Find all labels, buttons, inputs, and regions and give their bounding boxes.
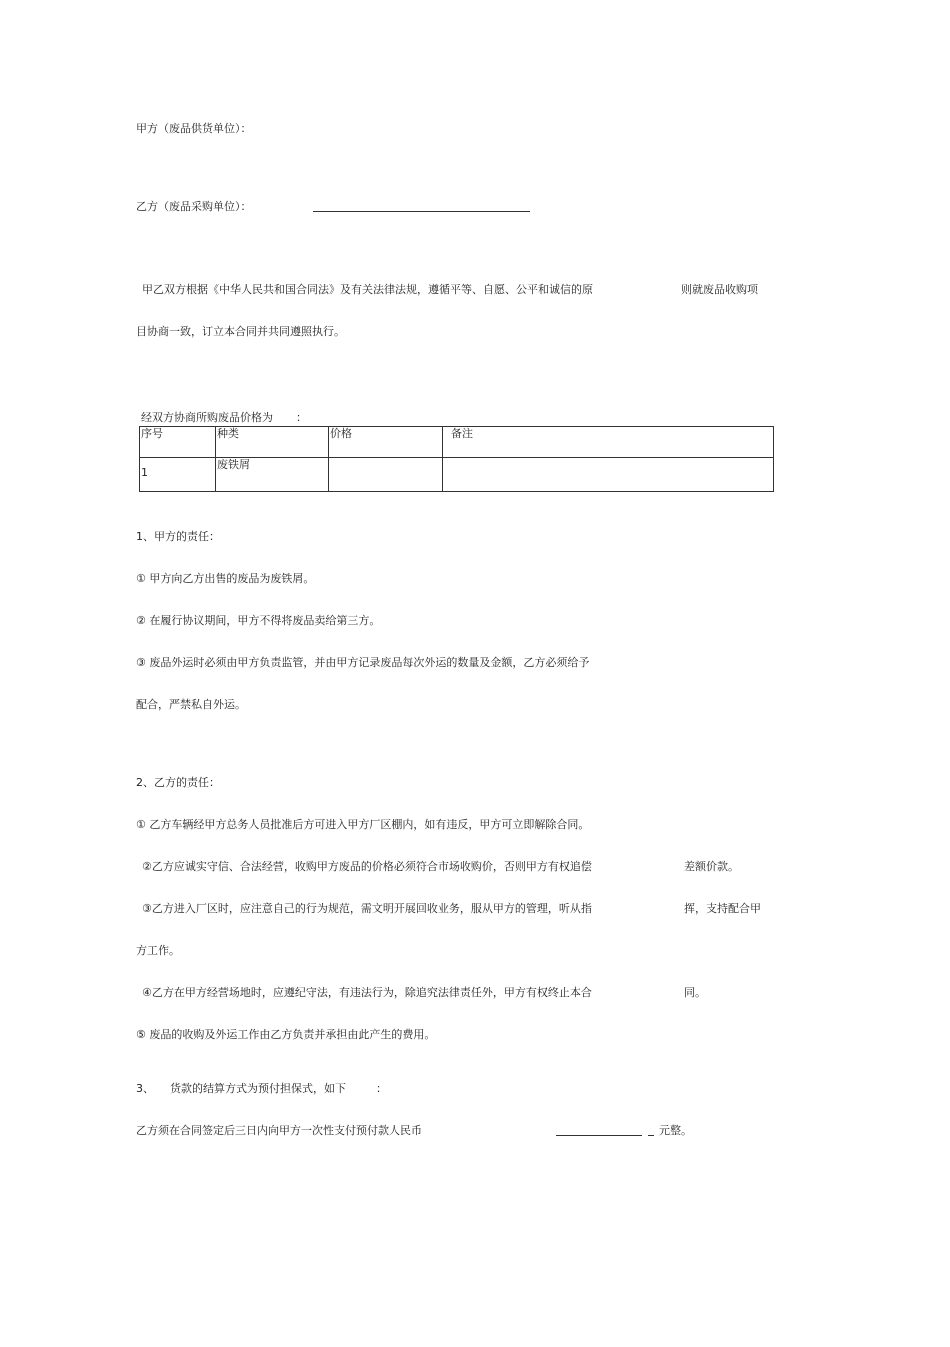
section-2-item: ②乙方应诚实守信、合法经营，收购甲方废品的价格必须符合市场收购价，否则甲方有权追偿	[142, 860, 592, 873]
table-cell: 1	[140, 458, 216, 492]
section-2-item-continuation: 方工作。	[136, 944, 180, 957]
section-2-item: ⑤ 废品的收购及外运工作由乙方负责并承担由此产生的费用。	[136, 1028, 436, 1041]
section-3-title: 货款的结算方式为预付担保式，如下	[170, 1082, 346, 1095]
price-table-caption-colon: ：	[296, 411, 307, 424]
section-1-item: ③ 废品外运时必须由甲方负责监管，并由甲方记录废品每次外运的数量及金额，乙方必须给予	[136, 656, 590, 669]
table-cell: 废铁屑	[216, 458, 329, 492]
section-2-item: ① 乙方车辆经甲方总务人员批准后方可进入甲方厂区棚内，如有违反，甲方可立即解除合同。	[136, 818, 590, 831]
table-cell[interactable]	[443, 458, 774, 492]
table-cell[interactable]	[329, 458, 443, 492]
table-header-cell: 价格	[329, 427, 443, 458]
section-2-item-tail: 挥，支持配合甲	[684, 902, 761, 915]
payment-amount-blank-line-short	[648, 1135, 654, 1136]
section-2-item-tail: 差额价款。	[684, 860, 739, 873]
party-b-blank-line[interactable]	[313, 211, 530, 212]
section-2-title: 2、乙方的责任：	[136, 776, 220, 789]
preamble-line-1: 甲乙双方根据《中华人民共和国合同法》及有关法律法规，遵循平等、自愿、公平和诚信的原	[142, 283, 593, 296]
section-1-item: ① 甲方向乙方出售的废品为废铁屑。	[136, 572, 315, 585]
payment-clause: 乙方须在合同签定后三日内向甲方一次性支付预付款人民币	[136, 1124, 422, 1137]
party-b-label: 乙方（废品采购单位）：	[136, 200, 252, 213]
section-3-title-colon: ：	[376, 1082, 387, 1095]
price-table-caption: 经双方协商所购废品价格为	[141, 411, 273, 424]
price-table	[139, 426, 774, 492]
preamble-line-1-tail: 则就废品收购项	[681, 283, 758, 296]
payment-unit: 元整。	[659, 1124, 692, 1137]
payment-amount-blank-line[interactable]	[556, 1135, 642, 1136]
section-3-number: 3、	[136, 1082, 154, 1095]
table-header-row	[140, 427, 774, 458]
section-1-title: 1、甲方的责任：	[136, 530, 220, 543]
table-header-cell: 备注	[443, 427, 774, 458]
section-2-item: ④乙方在甲方经营场地时，应遵纪守法，有违法行为，除追究法律责任外，甲方有权终止本合	[142, 986, 592, 999]
table-row	[140, 458, 774, 492]
section-1-item-continuation: 配合，严禁私自外运。	[136, 698, 246, 711]
section-2-item: ③乙方进入厂区时，应注意自己的行为规范，需文明开展回收业务，服从甲方的管理，听从指	[142, 902, 592, 915]
party-a-label: 甲方（废品供货单位）：	[136, 122, 252, 135]
table-header-cell: 序号	[140, 427, 216, 458]
section-2-item-tail: 同。	[684, 986, 706, 999]
section-1-item: ② 在履行协议期间，甲方不得将废品卖给第三方。	[136, 614, 381, 627]
table-header-cell: 种类	[216, 427, 329, 458]
preamble-line-2: 目协商一致，订立本合同并共同遵照执行。	[136, 325, 345, 338]
